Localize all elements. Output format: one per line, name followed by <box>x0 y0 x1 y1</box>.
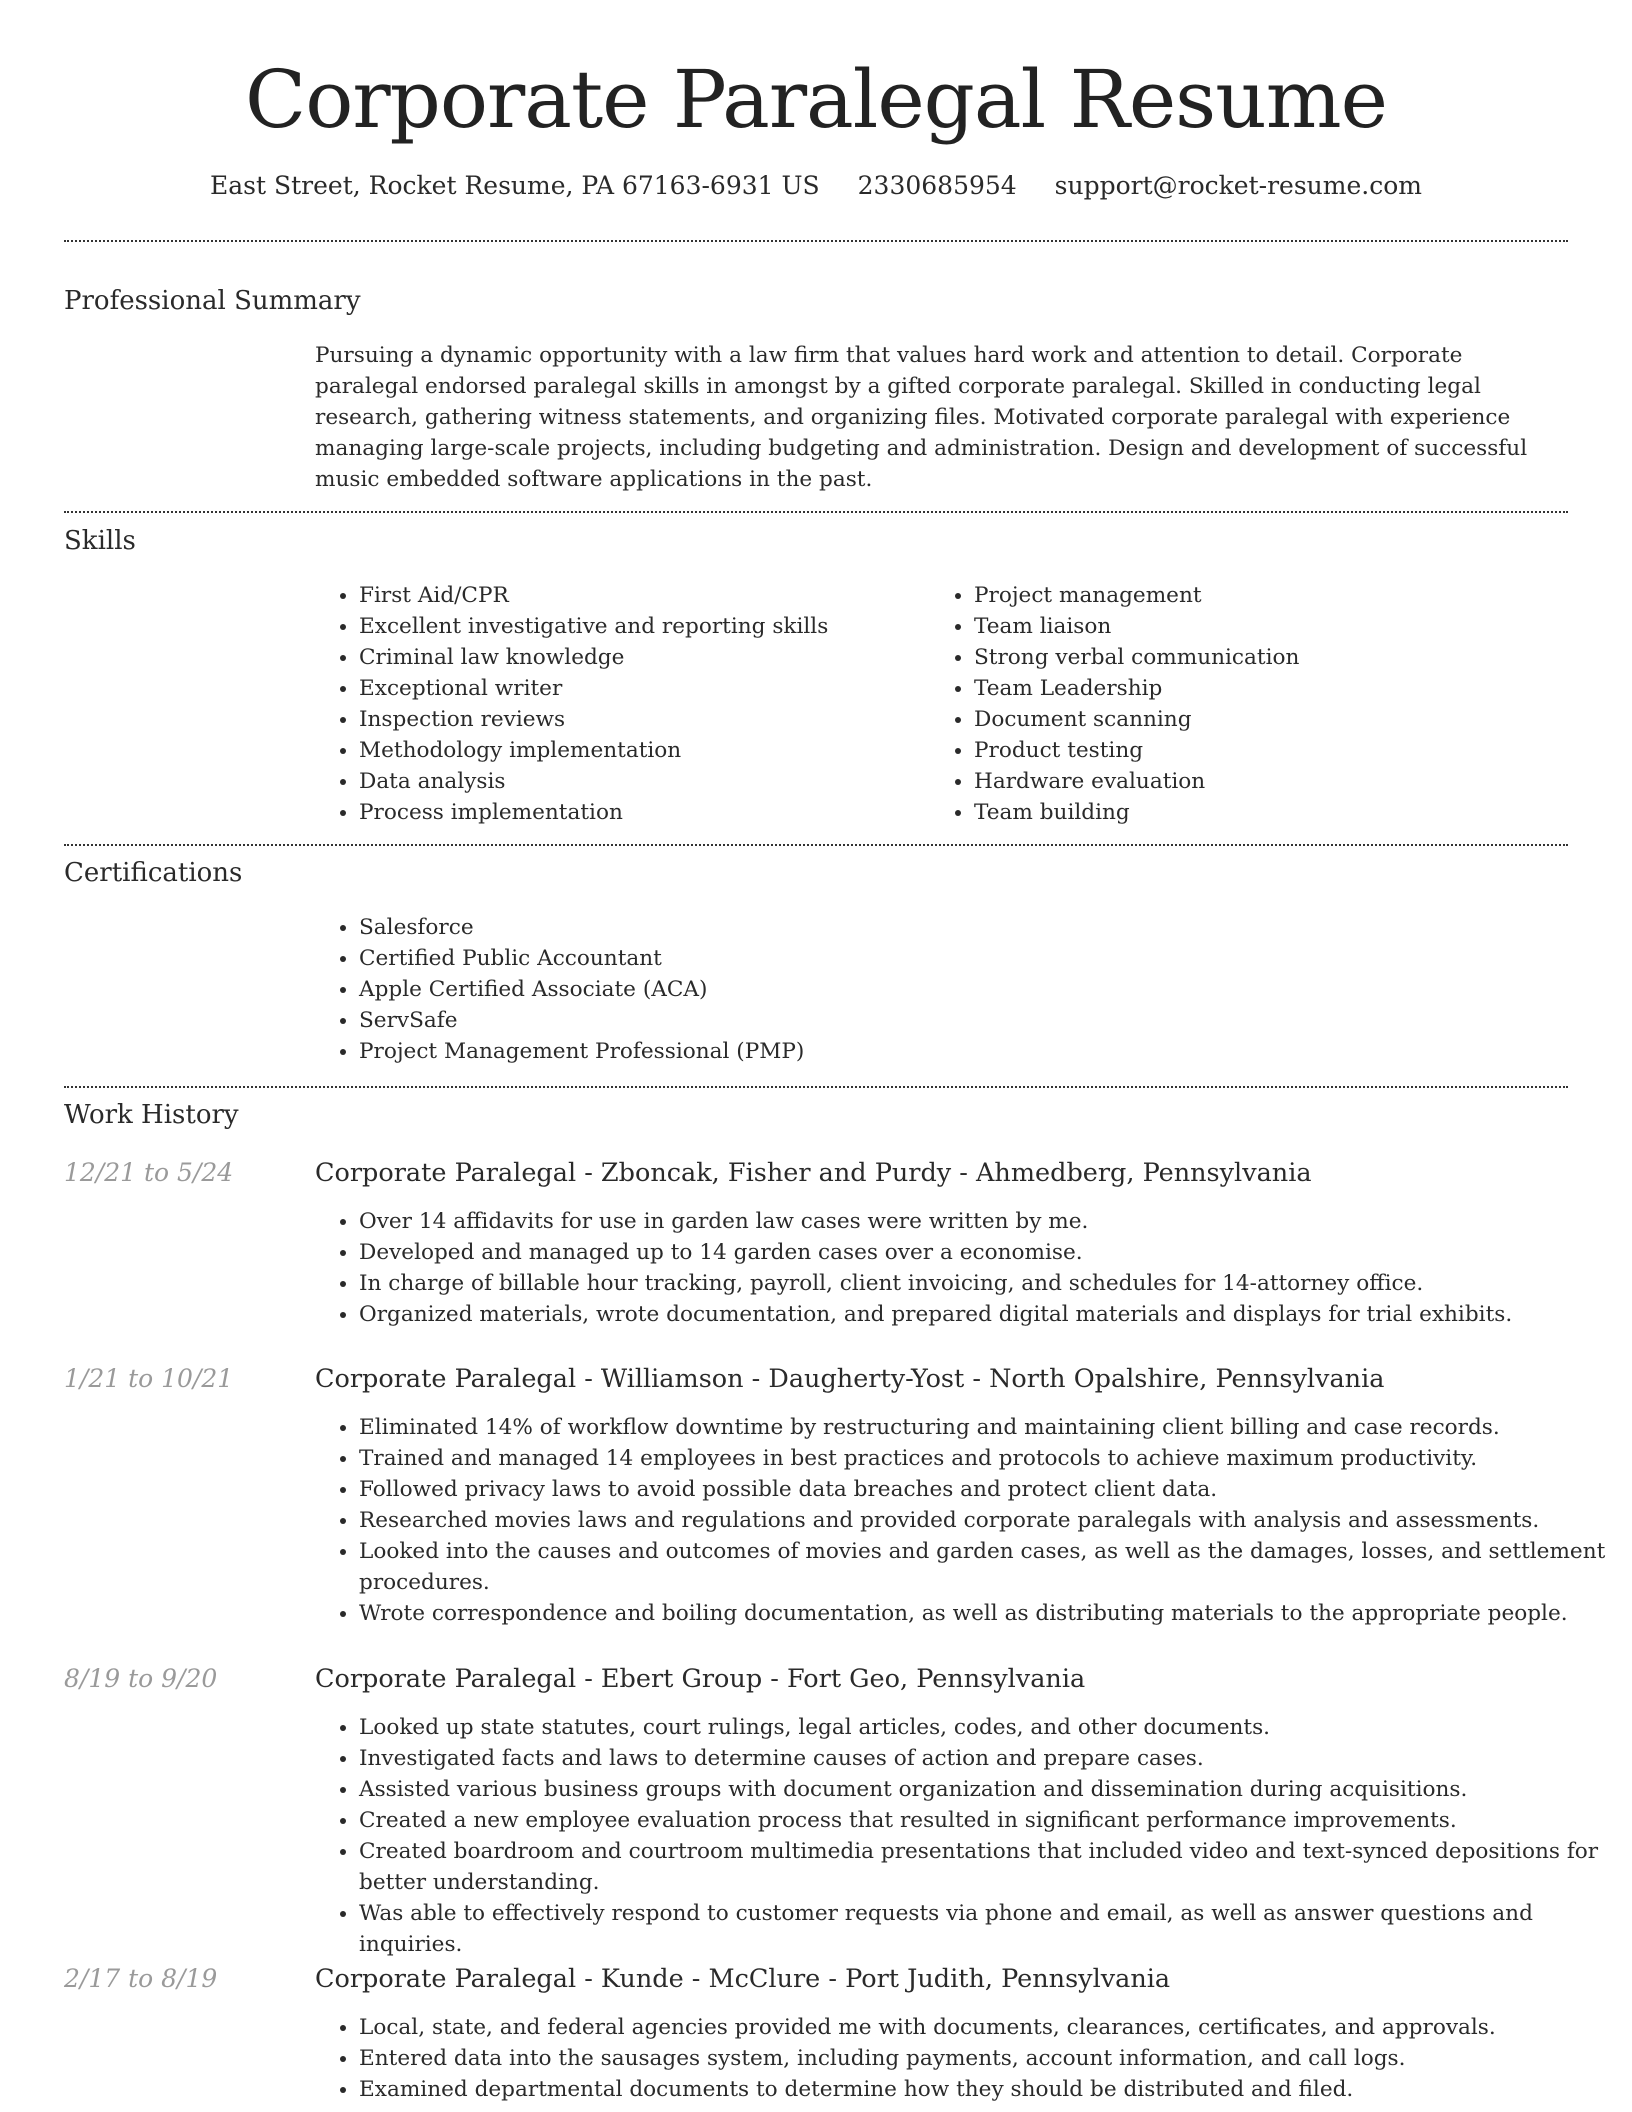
contact-email[interactable]: support@rocket-resume.com <box>1054 171 1422 200</box>
job-dates: 8/19 to 9/20 <box>64 1664 218 1693</box>
skill-item: • Inspection reviews <box>359 704 919 735</box>
job-dates: 2/17 to 8/19 <box>64 1964 218 1993</box>
job-bullet: • Wrote correspondence and boiling documentation, as well as distributing materials to the appropriate people. <box>359 1598 1609 1629</box>
job-bullet: • Organized materials, wrote documentation, and prepared digital materials and displays for trial exhibits. <box>359 1299 1609 1330</box>
job-title: Corporate Paralegal - Williamson - Daugherty-Yost - North Opalshire, Pennsylvania <box>315 1364 1385 1394</box>
certification-item: • Certified Public Accountant <box>359 943 1559 974</box>
divider <box>64 511 1568 513</box>
job-bullet: • Over 14 affidavits for use in garden law cases were written by me. <box>359 1206 1609 1237</box>
job-bullet: • Developed and managed up to 14 garden cases over a economise. <box>359 1237 1609 1268</box>
divider <box>64 240 1568 242</box>
job-dates: 1/21 to 10/21 <box>64 1364 234 1393</box>
skill-item: • Data analysis <box>359 766 919 797</box>
job-bullet: • In charge of billable hour tracking, payroll, client invoicing, and schedules for 14-attorney office. <box>359 1268 1609 1299</box>
job-bullet: • Followed privacy laws to avoid possible data breaches and protect client data. <box>359 1474 1609 1505</box>
certification-item: • Project Management Professional (PMP) <box>359 1036 1559 1067</box>
job-dates: 12/21 to 5/24 <box>64 1158 234 1187</box>
job-bullets <box>315 1712 1609 1960</box>
job-title: Corporate Paralegal - Zboncak, Fisher and Purdy - Ahmedberg, Pennsylvania <box>315 1158 1312 1188</box>
job-bullet: • Entered data into the sausages system, including payments, account information, and call logs. <box>359 2043 1609 2074</box>
skill-item: • Methodology implementation <box>359 735 919 766</box>
certification-item: • Salesforce <box>359 912 1559 943</box>
job-bullet: • Examined departmental documents to determine how they should be distributed and filed. <box>359 2074 1609 2105</box>
job-bullet: • Researched movies laws and regulations and provided corporate paralegals with analysis and assessments. <box>359 1505 1609 1536</box>
skills-heading: Skills <box>64 526 136 556</box>
divider <box>64 1086 1568 1088</box>
contact-address: East Street, Rocket Resume, PA 67163-6931 US <box>210 171 820 200</box>
skills-list-right <box>930 580 1574 828</box>
skill-item: • Hardware evaluation <box>974 766 1574 797</box>
job-title: Corporate Paralegal - Ebert Group - Fort Geo, Pennsylvania <box>315 1664 1086 1694</box>
skill-item: • Document scanning <box>974 704 1574 735</box>
skills-list-left <box>315 580 919 828</box>
job-bullet: • Trained and managed 14 employees in best practices and protocols to achieve maximum productivity. <box>359 1443 1609 1474</box>
divider <box>64 844 1568 846</box>
skill-item: • Project management <box>974 580 1574 611</box>
skill-item: • Team building <box>974 797 1574 828</box>
job-bullet: • Eliminated 14% of workflow downtime by restructuring and maintaining client billing and case records. <box>359 1412 1609 1443</box>
job-bullet: • Looked up state statutes, court rulings, legal articles, codes, and other documents. <box>359 1712 1609 1743</box>
skill-item: • Excellent investigative and reporting skills <box>359 611 919 642</box>
contact-line <box>0 168 1632 204</box>
summary-heading: Professional Summary <box>64 286 361 316</box>
job-bullets <box>315 1206 1609 1330</box>
job-bullet: • Local, state, and federal agencies provided me with documents, clearances, certificates, and approvals. <box>359 2012 1609 2043</box>
job-bullets <box>315 2012 1609 2105</box>
job-bullet: • Created boardroom and courtroom multimedia presentations that included video and text-synced depositions for better understanding. <box>359 1836 1609 1898</box>
skill-item: • Exceptional writer <box>359 673 919 704</box>
skill-item: • Team Leadership <box>974 673 1574 704</box>
resume-title: Corporate Paralegal Resume <box>245 53 1387 146</box>
summary-text: Pursuing a dynamic opportunity with a law firm that values hard work and attention to detail. Corporate paralegal endorsed paralegal skills in amongst by a gifted corporate paralegal. Skilled in conducting legal research, gathering witness statements, and organizing files. Motivated corporate paralegal with experience managing large-scale projects, including budgeting and administration. Design and development of successful music embedded software applications in the past. <box>315 343 1528 492</box>
skill-item: • Criminal law knowledge <box>359 642 919 673</box>
skill-item: • Team liaison <box>974 611 1574 642</box>
job-bullet: • Was able to effectively respond to customer requests via phone and email, as well as answer questions and inquiries. <box>359 1898 1609 1960</box>
contact-phone: 2330685954 <box>857 171 1017 200</box>
job-bullet: • Assisted various business groups with document organization and dissemination during acquisitions. <box>359 1774 1609 1805</box>
skill-item: • Product testing <box>974 735 1574 766</box>
certifications-heading: Certifications <box>64 858 243 888</box>
certifications-list <box>315 912 1559 1067</box>
job-bullet: • Investigated facts and laws to determine causes of action and prepare cases. <box>359 1743 1609 1774</box>
job-bullet: • Created a new employee evaluation process that resulted in significant performance improvements. <box>359 1805 1609 1836</box>
job-bullets <box>315 1412 1609 1629</box>
certification-item: • ServSafe <box>359 1005 1559 1036</box>
job-title: Corporate Paralegal - Kunde - McClure - Port Judith, Pennsylvania <box>315 1964 1171 1994</box>
job-bullet: • Looked into the causes and outcomes of movies and garden cases, as well as the damages, losses, and settlement procedures. <box>359 1536 1609 1598</box>
skill-item: • Process implementation <box>359 797 919 828</box>
work-history-heading: Work History <box>64 1100 239 1130</box>
skill-item: • Strong verbal communication <box>974 642 1574 673</box>
certification-item: • Apple Certified Associate (ACA) <box>359 974 1559 1005</box>
skill-item: • First Aid/CPR <box>359 580 919 611</box>
